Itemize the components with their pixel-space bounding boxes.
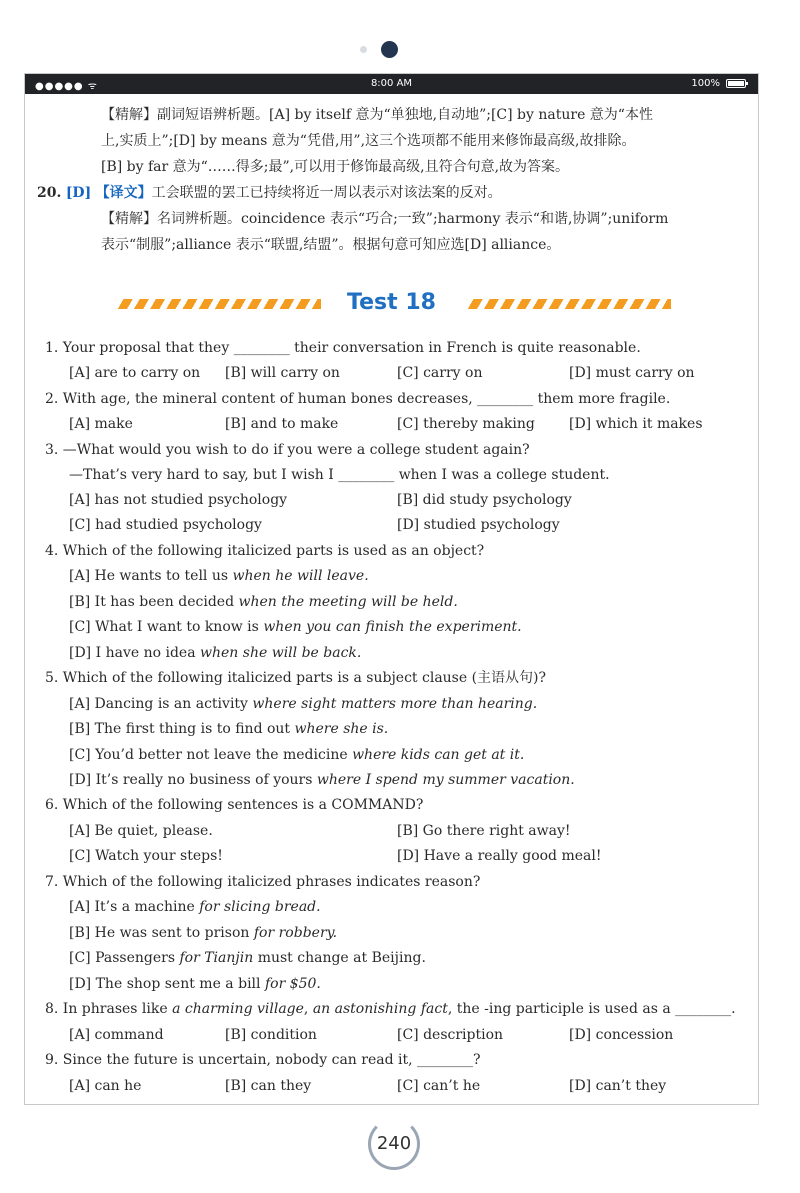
battery-percent: 100%	[691, 78, 720, 89]
q7-b-italic: for robbery.	[253, 925, 338, 941]
prev-explain-line-3: [B] by far 意为“……得多;最”,可以用于修饰最高级,且符合句意,故为答案。	[101, 159, 570, 175]
test-title: Test 18	[347, 290, 436, 315]
q3-stem: 3. —What would you wish to do if you were a college student again?	[45, 442, 530, 458]
q2-stem: 2. With age, the mineral content of human bones decreases, ________ them more fragile.	[45, 391, 671, 407]
q5-c-text: [C] You’d better not leave the medicine	[69, 747, 353, 763]
q4-c-italic: when you can finish the experiment.	[263, 619, 522, 635]
q9-option-b[interactable]: [B] can they	[225, 1078, 312, 1094]
q6-option-b[interactable]: [B] Go there right away!	[397, 823, 571, 839]
battery-icon	[726, 79, 746, 88]
q5-option-b[interactable]	[69, 720, 388, 738]
q9-option-c[interactable]: [C] can’t he	[397, 1078, 481, 1094]
signal-icon: ●●●●● ᯤ	[35, 81, 98, 92]
battery-indicator	[691, 78, 746, 89]
page-number: 240	[376, 1133, 412, 1154]
q9-stem: 9. Since the future is uncertain, nobody can read it, ________?	[45, 1052, 481, 1068]
q5-a-text: [A] Dancing is an activity	[69, 696, 253, 712]
q4-stem: 4. Which of the following italicized parts is used as an object?	[45, 543, 485, 559]
q4-c-text: [C] What I want to know is	[69, 619, 264, 635]
q4-d-italic: when she will be back.	[200, 645, 362, 661]
q5-b-italic: where she is.	[294, 721, 389, 737]
q4-option-c[interactable]	[69, 618, 522, 636]
q8-option-b[interactable]: [B] condition	[225, 1027, 317, 1043]
test-header	[25, 290, 758, 320]
q7-c-italic: for Tianjin	[179, 950, 254, 966]
q4-a-text: [A] He wants to tell us	[69, 568, 233, 584]
device-camera	[0, 40, 800, 60]
q2-option-b[interactable]: [B] and to make	[225, 416, 339, 432]
sensor-dot	[360, 46, 367, 53]
q9-option-d[interactable]: [D] can’t they	[569, 1078, 667, 1094]
tablet-screen	[24, 73, 759, 1105]
q7-c-text: [C] Passengers	[69, 950, 180, 966]
q1-option-c[interactable]: [C] carry on	[397, 365, 483, 381]
status-bar	[25, 74, 758, 94]
q5-d-text: [D] It’s really no business of yours	[69, 772, 317, 788]
q7-a-italic: for slicing bread.	[199, 899, 321, 915]
q8-stem-text-1: 8. In phrases like	[45, 1001, 173, 1017]
q5-a-italic: where sight matters more than hearing.	[252, 696, 538, 712]
q6-option-d[interactable]: [D] Have a really good meal!	[397, 848, 602, 864]
q20-explain-line-2: 表示“制服”;alliance 表示“联盟,结盟”。根据句意可知应选[D] alliance。	[101, 237, 561, 253]
q7-option-d[interactable]	[69, 975, 321, 993]
q7-option-b[interactable]	[69, 924, 337, 942]
q3-stem-reply: —That’s very hard to say, but I wish I ________ when I was a college student.	[69, 467, 610, 483]
q7-c-text-end: must change at Beijing.	[253, 950, 426, 966]
q6-option-a[interactable]: [A] Be quiet, please.	[69, 823, 213, 839]
q8-option-c[interactable]: [C] description	[397, 1027, 504, 1043]
q7-b-text: [B] He was sent to prison	[69, 925, 254, 941]
q5-option-d[interactable]	[69, 771, 575, 789]
q8-stem	[45, 1000, 736, 1018]
q6-stem: 6. Which of the following sentences is a COMMAND?	[45, 797, 424, 813]
q4-a-italic: when he will leave.	[232, 568, 369, 584]
q4-option-a[interactable]	[69, 567, 369, 585]
q20-answer: [D]	[65, 185, 92, 201]
q2-option-d[interactable]: [D] which it makes	[569, 416, 703, 432]
status-time: 8:00 AM	[370, 78, 413, 89]
q5-b-text: [B] The first thing is to find out	[69, 721, 295, 737]
q5-d-italic: where I spend my summer vacation.	[316, 772, 575, 788]
q7-d-italic: for $50.	[264, 976, 321, 992]
q3-option-d[interactable]: [D] studied psychology	[397, 517, 560, 533]
q4-d-text: [D] I have no idea	[69, 645, 201, 661]
q5-option-c[interactable]	[69, 746, 524, 764]
q5-option-a[interactable]	[69, 695, 537, 713]
q7-d-text: [D] The shop sent me a bill	[69, 976, 265, 992]
prev-explain-line-1: 【精解】副词短语辨析题。[A] by itself 意为“单独地,自动地”;[C] by nature 意为“本性	[101, 107, 653, 123]
q8-option-d[interactable]: [D] concession	[569, 1027, 674, 1043]
q8-stem-italic-2: an astonishing fact	[312, 1001, 448, 1017]
q20-explain-line-1: 【精解】名词辨析题。coincidence 表示“巧合;一致”;harmony 表示“和谐,协调”;uniform	[101, 211, 669, 227]
q4-b-italic: when the meeting will be held.	[238, 594, 458, 610]
q8-stem-text-2: ,	[303, 1001, 313, 1017]
q7-option-c[interactable]	[69, 949, 426, 967]
q2-option-a[interactable]: [A] make	[69, 416, 133, 432]
q4-b-text: [B] It has been decided	[69, 594, 239, 610]
q4-option-d[interactable]	[69, 644, 361, 662]
q5-stem: 5. Which of the following italicized parts is a subject clause (主语从句)?	[45, 670, 547, 686]
q6-option-c[interactable]: [C] Watch your steps!	[69, 848, 223, 864]
q7-stem: 7. Which of the following italicized phrases indicates reason?	[45, 874, 481, 890]
q9-option-a[interactable]: [A] can he	[69, 1078, 142, 1094]
q4-option-b[interactable]	[69, 593, 458, 611]
page-number-badge	[368, 1118, 420, 1170]
camera-lens	[381, 41, 398, 58]
q2-option-c[interactable]: [C] thereby making	[397, 416, 535, 432]
q1-stem: 1. Your proposal that they ________ their conversation in French is quite reasonable.	[45, 340, 641, 356]
q8-option-a[interactable]: [A] command	[69, 1027, 164, 1043]
q7-option-a[interactable]	[69, 898, 321, 916]
q20-number: 20.	[37, 185, 62, 201]
q1-option-a[interactable]: [A] are to carry on	[69, 365, 201, 381]
q1-option-d[interactable]: [D] must carry on	[569, 365, 695, 381]
q3-option-b[interactable]: [B] did study psychology	[397, 492, 572, 508]
q7-a-text: [A] It’s a machine	[69, 899, 200, 915]
q1-option-b[interactable]: [B] will carry on	[225, 365, 340, 381]
q20-translation: 工会联盟的罢工已持续将近一周以表示对该法案的反对。	[151, 185, 502, 201]
q20-translation-tag: 【译文】	[95, 185, 152, 201]
q8-stem-italic-1: a charming village	[172, 1001, 304, 1017]
q5-c-italic: where kids can get at it.	[352, 747, 525, 763]
q3-option-c[interactable]: [C] had studied psychology	[69, 517, 262, 533]
q3-option-a[interactable]: [A] has not studied psychology	[69, 492, 288, 508]
q20-answer-line	[37, 184, 502, 202]
q8-stem-text-3: , the -ing participle is used as a ________.	[447, 1001, 736, 1017]
decor-stripes-right	[466, 299, 671, 309]
prev-explain-line-2: 上,实质上”;[D] by means 意为“凭借,用”,这三个选项都不能用来修饰最高级,故排除。	[101, 133, 636, 149]
